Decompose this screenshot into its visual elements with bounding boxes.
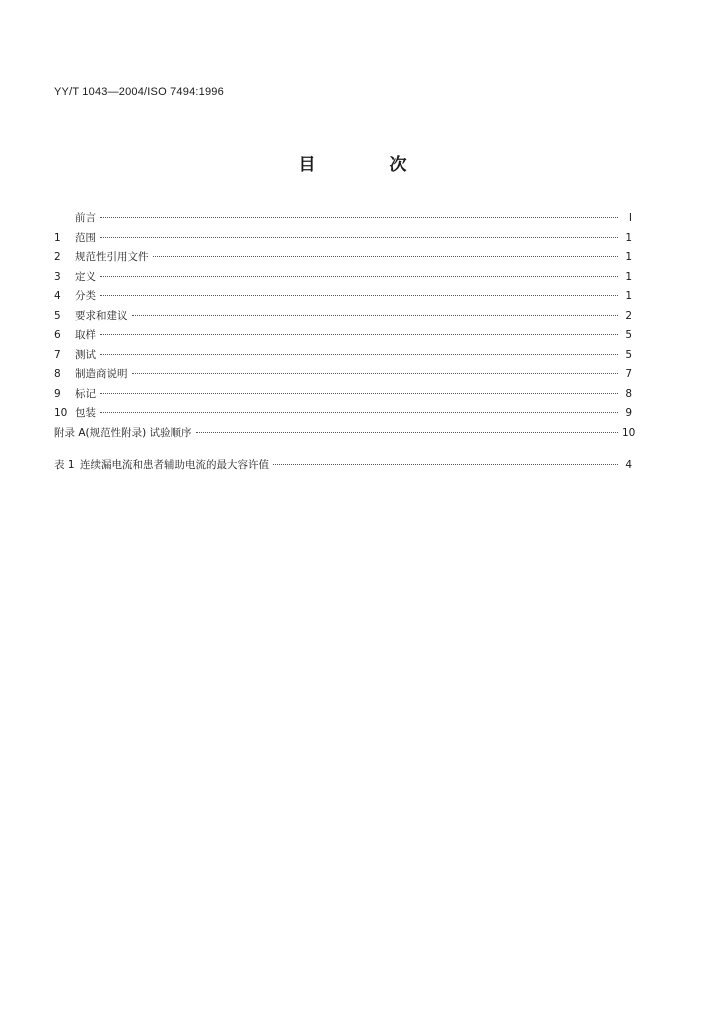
toc-entry-label: 包装: [75, 407, 96, 419]
toc-entry-normative-references[interactable]: [54, 249, 632, 269]
toc-entry-page: 5: [625, 348, 632, 361]
leader-dots: [196, 432, 618, 433]
toc-entry-label: 附录 A(规范性附录) 试验顺序: [54, 426, 192, 439]
toc-entry-label: 范围: [75, 231, 96, 244]
toc-entry-page: 4: [625, 459, 632, 471]
table-of-contents: [54, 210, 636, 477]
toc-entry-number: 10: [54, 407, 68, 419]
toc-entry-page: 2: [625, 309, 632, 322]
toc-entry-number: 5: [54, 309, 61, 322]
toc-entry-sampling[interactable]: [54, 327, 632, 347]
toc-entry-label: 标记: [75, 387, 96, 400]
toc-entry-page: I: [628, 212, 632, 224]
leader-dots: [132, 315, 619, 316]
toc-entry-packaging[interactable]: [54, 405, 632, 425]
toc-entry-label: 定义: [75, 270, 96, 283]
toc-entry-annex-a[interactable]: [54, 425, 636, 445]
leader-dots: [132, 373, 619, 374]
toc-entry-page: 1: [625, 251, 632, 263]
toc-entry-classification[interactable]: [54, 288, 632, 308]
toc-entry-label: 连续漏电流和患者辅助电流的最大容许值: [80, 459, 269, 471]
toc-entry-label: 规范性引用文件: [75, 251, 149, 263]
toc-entry-testing[interactable]: [54, 347, 632, 367]
toc-entry-label: 分类: [75, 290, 96, 302]
toc-entry-page: 1: [625, 231, 632, 244]
toc-entry-manufacturer-instructions[interactable]: [54, 366, 632, 386]
toc-entry-scope[interactable]: [54, 230, 632, 250]
toc-entry-number: 7: [54, 348, 61, 361]
toc-entry-number: 8: [54, 368, 61, 380]
toc-entry-page: 9: [625, 407, 632, 419]
toc-entry-label: 前言: [75, 212, 96, 224]
toc-entry-requirements[interactable]: [54, 308, 632, 328]
toc-entry-number: 2: [54, 251, 61, 263]
toc-entry-number: 6: [54, 329, 61, 341]
toc-entry-table-1[interactable]: [54, 457, 632, 477]
toc-entry-marking[interactable]: [54, 386, 632, 406]
toc-entry-number: 4: [54, 290, 61, 302]
toc-entry-page: 8: [625, 387, 632, 400]
toc-entry-label: 测试: [75, 348, 96, 361]
leader-dots: [273, 464, 618, 465]
leader-dots: [100, 276, 618, 277]
toc-entry-number: 表 1: [54, 459, 75, 471]
leader-dots: [100, 217, 618, 218]
toc-entry-page: 1: [625, 290, 632, 302]
leader-dots: [100, 393, 618, 394]
toc-entry-number: 3: [54, 270, 61, 283]
toc-entry-label: 取样: [75, 329, 96, 341]
leader-dots: [100, 412, 618, 413]
toc-entry-page: 5: [625, 329, 632, 341]
standard-code: YY/T 1043—2004/ISO 7494:1996: [54, 86, 224, 98]
toc-entry-definitions[interactable]: [54, 269, 632, 289]
toc-entry-page: 10: [622, 426, 636, 439]
leader-dots: [100, 334, 618, 335]
leader-dots: [153, 256, 619, 257]
page-title: 目 次: [298, 155, 441, 175]
toc-entry-foreword[interactable]: [54, 210, 632, 230]
leader-dots: [100, 295, 618, 296]
leader-dots: [100, 237, 618, 238]
toc-entry-number: 1: [54, 231, 61, 244]
toc-entry-label: 制造商说明: [75, 368, 128, 380]
leader-dots: [100, 354, 618, 355]
toc-entry-page: 7: [625, 368, 632, 380]
toc-entry-number: 9: [54, 387, 61, 400]
toc-entry-page: 1: [625, 270, 632, 283]
toc-entry-label: 要求和建议: [75, 309, 128, 322]
